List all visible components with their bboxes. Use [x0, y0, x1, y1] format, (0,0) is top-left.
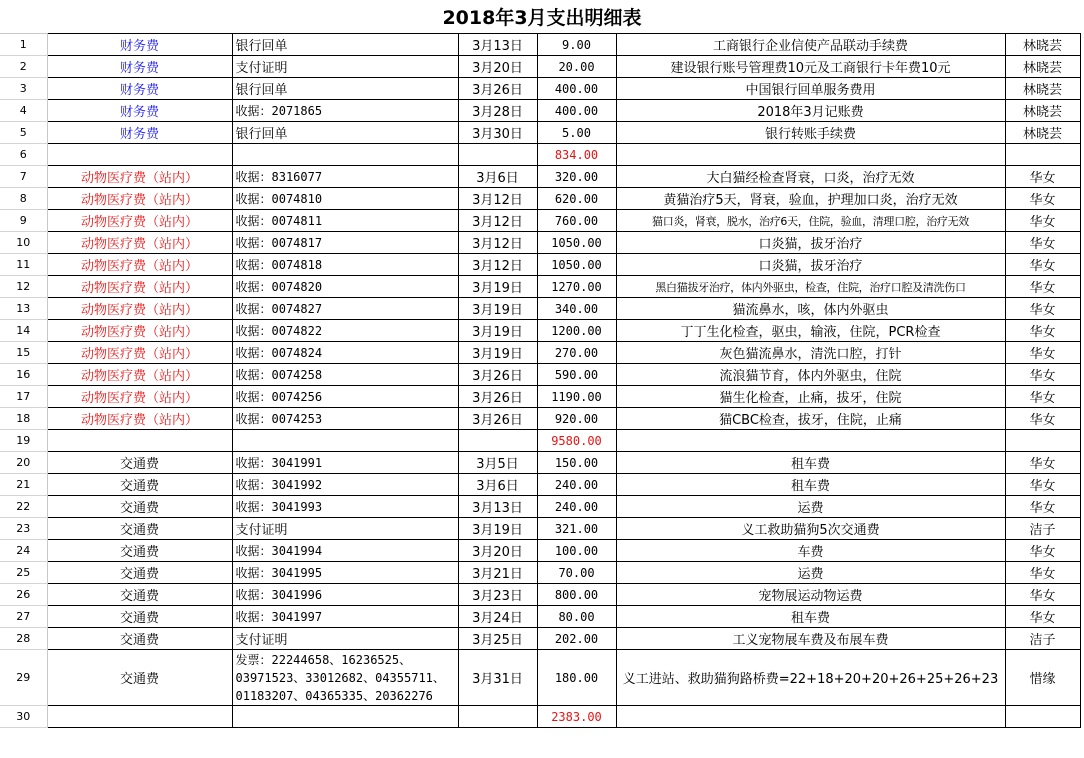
handler-cell[interactable]: 华女: [1005, 298, 1080, 320]
category-cell[interactable]: 动物医疗费（站内）: [47, 166, 232, 188]
description-cell[interactable]: 租车费: [616, 606, 1005, 628]
amount-cell[interactable]: 1050.00: [537, 254, 616, 276]
amount-cell[interactable]: 1270.00: [537, 276, 616, 298]
handler-cell[interactable]: 华女: [1005, 232, 1080, 254]
description-cell[interactable]: 宠物展运动物运费: [616, 584, 1005, 606]
document-cell[interactable]: 收据：8316077: [232, 166, 458, 188]
table-row: [0, 100, 1080, 122]
handler-cell[interactable]: 林晓芸: [1005, 34, 1080, 56]
description-cell[interactable]: 猫CBC检查，拔牙，住院，止痛: [616, 408, 1005, 430]
row-number: 18: [0, 408, 47, 430]
document-cell[interactable]: 收据：0074811: [232, 210, 458, 232]
row-number: 21: [0, 474, 47, 496]
description-cell[interactable]: 租车费: [616, 474, 1005, 496]
handler-cell[interactable]: 华女: [1005, 452, 1080, 474]
row-number: 25: [0, 562, 47, 584]
table-row: [0, 232, 1080, 254]
date-cell[interactable]: 3月19日: [458, 342, 537, 364]
handler-cell[interactable]: 华女: [1005, 386, 1080, 408]
handler-cell[interactable]: 林晓芸: [1005, 100, 1080, 122]
handler-cell[interactable]: 惜缘: [1005, 650, 1080, 706]
description-cell[interactable]: 猫口炎，肾衰，脱水，治疗6天，住院，验血，清理口腔，治疗无效: [616, 210, 1005, 232]
amount-cell[interactable]: 920.00: [537, 408, 616, 430]
category-cell[interactable]: 动物医疗费（站内）: [47, 320, 232, 342]
handler-cell[interactable]: 林晓芸: [1005, 56, 1080, 78]
document-cell[interactable]: 收据：3041997: [232, 606, 458, 628]
document-cell[interactable]: 收据：3041996: [232, 584, 458, 606]
description-cell[interactable]: 口炎猫，拔牙治疗: [616, 254, 1005, 276]
table-row: [0, 562, 1080, 584]
description-cell[interactable]: 丁丁生化检查，驱虫，输液，住院，PCR检查: [616, 320, 1005, 342]
table-row: [0, 78, 1080, 100]
date-cell[interactable]: 3月19日: [458, 298, 537, 320]
handler-cell[interactable]: 华女: [1005, 364, 1080, 386]
handler-cell[interactable]: 华女: [1005, 562, 1080, 584]
date-cell[interactable]: 3月6日: [458, 166, 537, 188]
handler-cell[interactable]: [1005, 706, 1080, 728]
amount-cell[interactable]: 70.00: [537, 562, 616, 584]
category-cell[interactable]: 动物医疗费（站内）: [47, 364, 232, 386]
description-cell[interactable]: 义工进站、救助猫狗路桥费=22+18+20+20+26+25+26+23: [616, 650, 1005, 706]
document-cell[interactable]: 银行回单: [232, 34, 458, 56]
document-cell[interactable]: 收据：0074827: [232, 298, 458, 320]
document-cell[interactable]: [232, 430, 458, 452]
description-cell[interactable]: 猫流鼻水，咳，体内外驱虫: [616, 298, 1005, 320]
table-row: [0, 452, 1080, 474]
handler-cell[interactable]: [1005, 430, 1080, 452]
table-row: [0, 166, 1080, 188]
row-number: 8: [0, 188, 47, 210]
table-row: [0, 122, 1080, 144]
document-cell[interactable]: 收据：0074824: [232, 342, 458, 364]
date-cell[interactable]: 3月12日: [458, 188, 537, 210]
amount-cell[interactable]: 270.00: [537, 342, 616, 364]
document-cell[interactable]: 收据：0074818: [232, 254, 458, 276]
document-cell[interactable]: 收据：3041991: [232, 452, 458, 474]
row-number: 1: [0, 34, 47, 56]
document-cell[interactable]: 收据：3041995: [232, 562, 458, 584]
handler-cell[interactable]: 华女: [1005, 496, 1080, 518]
amount-cell[interactable]: 590.00: [537, 364, 616, 386]
amount-cell[interactable]: 100.00: [537, 540, 616, 562]
row-number: 9: [0, 210, 47, 232]
table-row: [0, 540, 1080, 562]
row-number: 12: [0, 276, 47, 298]
amount-cell[interactable]: 202.00: [537, 628, 616, 650]
date-cell[interactable]: 3月13日: [458, 34, 537, 56]
date-cell[interactable]: [458, 706, 537, 728]
category-cell[interactable]: 动物医疗费（站内）: [47, 232, 232, 254]
document-cell[interactable]: 支付证明: [232, 628, 458, 650]
document-cell[interactable]: 收据：0074820: [232, 276, 458, 298]
description-cell[interactable]: 运费: [616, 496, 1005, 518]
date-cell[interactable]: 3月28日: [458, 100, 537, 122]
date-cell[interactable]: 3月20日: [458, 540, 537, 562]
category-cell[interactable]: 动物医疗费（站内）: [47, 408, 232, 430]
date-cell[interactable]: 3月5日: [458, 452, 537, 474]
table-row: [0, 188, 1080, 210]
category-cell[interactable]: 动物医疗费（站内）: [47, 254, 232, 276]
date-cell[interactable]: 3月24日: [458, 606, 537, 628]
date-cell[interactable]: 3月20日: [458, 56, 537, 78]
row-number: 28: [0, 628, 47, 650]
document-cell[interactable]: 收据：2071865: [232, 100, 458, 122]
handler-cell[interactable]: 华女: [1005, 166, 1080, 188]
document-cell[interactable]: 发票：22244658、16236525、03971523、33012682、04355711、01183207、04365335、20362276: [232, 650, 458, 706]
row-number: 2: [0, 56, 47, 78]
category-cell[interactable]: 动物医疗费（站内）: [47, 276, 232, 298]
description-cell[interactable]: 流浪猫节育，体内外驱虫，住院: [616, 364, 1005, 386]
row-number: 15: [0, 342, 47, 364]
document-cell[interactable]: [232, 144, 458, 166]
category-cell[interactable]: [47, 144, 232, 166]
table-row: [0, 56, 1080, 78]
document-cell[interactable]: 支付证明: [232, 56, 458, 78]
date-cell[interactable]: 3月31日: [458, 650, 537, 706]
expense-table: [0, 33, 1081, 728]
category-cell[interactable]: 交通费: [47, 518, 232, 540]
handler-cell[interactable]: 华女: [1005, 210, 1080, 232]
amount-cell[interactable]: 800.00: [537, 584, 616, 606]
table-row: [0, 254, 1080, 276]
description-cell[interactable]: 租车费: [616, 452, 1005, 474]
amount-cell[interactable]: 9.00: [537, 34, 616, 56]
row-number: 20: [0, 452, 47, 474]
row-number: 30: [0, 706, 47, 728]
date-cell[interactable]: 3月26日: [458, 78, 537, 100]
handler-cell[interactable]: 华女: [1005, 188, 1080, 210]
table-row: [0, 408, 1080, 430]
table-row: [0, 34, 1080, 56]
category-cell[interactable]: 交通费: [47, 452, 232, 474]
table-row: [0, 628, 1080, 650]
amount-cell[interactable]: 321.00: [537, 518, 616, 540]
description-cell[interactable]: [616, 706, 1005, 728]
date-cell[interactable]: 3月30日: [458, 122, 537, 144]
description-cell[interactable]: 建设银行账号管理费10元及工商银行卡年费10元: [616, 56, 1005, 78]
handler-cell[interactable]: 华女: [1005, 342, 1080, 364]
document-cell[interactable]: 收据：0074258: [232, 364, 458, 386]
amount-cell[interactable]: 1190.00: [537, 386, 616, 408]
description-cell[interactable]: 黄猫治疗5天，肾衰，验血，护理加口炎，治疗无效: [616, 188, 1005, 210]
amount-cell[interactable]: 760.00: [537, 210, 616, 232]
table-row: [0, 386, 1080, 408]
date-cell[interactable]: 3月19日: [458, 276, 537, 298]
table-row: [0, 210, 1080, 232]
description-cell[interactable]: 口炎猫，拔牙治疗: [616, 232, 1005, 254]
category-cell[interactable]: 交通费: [47, 540, 232, 562]
amount-cell[interactable]: 400.00: [537, 100, 616, 122]
category-cell[interactable]: [47, 430, 232, 452]
sheet-title[interactable]: 2018年3月支出明细表: [442, 7, 642, 29]
category-cell[interactable]: 交通费: [47, 606, 232, 628]
table-row: [0, 474, 1080, 496]
category-cell[interactable]: [47, 706, 232, 728]
date-cell[interactable]: 3月12日: [458, 232, 537, 254]
description-cell[interactable]: 工义宠物展车费及布展车费: [616, 628, 1005, 650]
table-row: [0, 342, 1080, 364]
row-number: 6: [0, 144, 47, 166]
date-cell[interactable]: 3月26日: [458, 364, 537, 386]
handler-cell[interactable]: 华女: [1005, 254, 1080, 276]
amount-cell[interactable]: 150.00: [537, 452, 616, 474]
document-cell[interactable]: [232, 706, 458, 728]
row-number: 27: [0, 606, 47, 628]
document-cell[interactable]: 收据：0074256: [232, 386, 458, 408]
row-number: 29: [0, 650, 47, 706]
row-number: 10: [0, 232, 47, 254]
subtotal-row: [0, 706, 1080, 728]
handler-cell[interactable]: 洁子: [1005, 628, 1080, 650]
handler-cell[interactable]: 华女: [1005, 606, 1080, 628]
row-number: 13: [0, 298, 47, 320]
amount-cell[interactable]: 320.00: [537, 166, 616, 188]
category-cell[interactable]: 财务费: [47, 100, 232, 122]
category-cell[interactable]: 交通费: [47, 474, 232, 496]
table-row: [0, 606, 1080, 628]
description-cell[interactable]: 工商银行企业信使产品联动手续费: [616, 34, 1005, 56]
handler-cell[interactable]: 华女: [1005, 320, 1080, 342]
document-cell[interactable]: 收据：0074253: [232, 408, 458, 430]
category-cell[interactable]: 财务费: [47, 122, 232, 144]
date-cell[interactable]: 3月13日: [458, 496, 537, 518]
category-cell[interactable]: 动物医疗费（站内）: [47, 342, 232, 364]
document-cell[interactable]: 收据：3041992: [232, 474, 458, 496]
amount-cell[interactable]: 400.00: [537, 78, 616, 100]
document-cell[interactable]: 银行回单: [232, 78, 458, 100]
handler-cell[interactable]: 林晓芸: [1005, 78, 1080, 100]
document-cell[interactable]: 银行回单: [232, 122, 458, 144]
handler-cell[interactable]: 华女: [1005, 408, 1080, 430]
date-cell[interactable]: [458, 430, 537, 452]
row-number: 11: [0, 254, 47, 276]
handler-cell[interactable]: 华女: [1005, 540, 1080, 562]
category-cell[interactable]: 动物医疗费（站内）: [47, 386, 232, 408]
handler-cell[interactable]: 华女: [1005, 474, 1080, 496]
table-row: [0, 584, 1080, 606]
table-row: [0, 276, 1080, 298]
category-cell[interactable]: 财务费: [47, 34, 232, 56]
row-number: 26: [0, 584, 47, 606]
description-cell[interactable]: 义工救助猫狗5次交通费: [616, 518, 1005, 540]
date-cell[interactable]: 3月19日: [458, 320, 537, 342]
row-number: 4: [0, 100, 47, 122]
amount-cell[interactable]: 240.00: [537, 496, 616, 518]
handler-cell[interactable]: 林晓芸: [1005, 122, 1080, 144]
date-cell[interactable]: 3月26日: [458, 386, 537, 408]
description-cell[interactable]: 银行转账手续费: [616, 122, 1005, 144]
category-cell[interactable]: 财务费: [47, 78, 232, 100]
table-row: [0, 298, 1080, 320]
category-cell[interactable]: 动物医疗费（站内）: [47, 210, 232, 232]
row-number: 14: [0, 320, 47, 342]
row-number: 16: [0, 364, 47, 386]
handler-cell[interactable]: 华女: [1005, 276, 1080, 298]
table-row: [0, 496, 1080, 518]
date-cell[interactable]: 3月19日: [458, 518, 537, 540]
table-row: [0, 518, 1080, 540]
row-number: 24: [0, 540, 47, 562]
row-number: 17: [0, 386, 47, 408]
row-number: 7: [0, 166, 47, 188]
category-cell[interactable]: 交通费: [47, 650, 232, 706]
date-cell[interactable]: 3月6日: [458, 474, 537, 496]
amount-cell[interactable]: 80.00: [537, 606, 616, 628]
date-cell[interactable]: 3月26日: [458, 408, 537, 430]
document-cell[interactable]: 收据：0074817: [232, 232, 458, 254]
handler-cell[interactable]: 洁子: [1005, 518, 1080, 540]
document-cell[interactable]: 收据：3041994: [232, 540, 458, 562]
date-cell[interactable]: 3月23日: [458, 584, 537, 606]
subtotal-row: [0, 144, 1080, 166]
category-cell[interactable]: 财务费: [47, 56, 232, 78]
row-number: 23: [0, 518, 47, 540]
handler-cell[interactable]: 华女: [1005, 584, 1080, 606]
date-cell[interactable]: 3月21日: [458, 562, 537, 584]
amount-cell[interactable]: 240.00: [537, 474, 616, 496]
date-cell[interactable]: 3月12日: [458, 210, 537, 232]
date-cell[interactable]: 3月12日: [458, 254, 537, 276]
amount-cell[interactable]: 2383.00: [537, 706, 616, 728]
document-cell[interactable]: 收据：3041993: [232, 496, 458, 518]
table-row: [0, 320, 1080, 342]
category-cell[interactable]: 交通费: [47, 496, 232, 518]
row-number: 19: [0, 430, 47, 452]
category-cell[interactable]: 交通费: [47, 628, 232, 650]
amount-cell[interactable]: 9580.00: [537, 430, 616, 452]
row-number: 5: [0, 122, 47, 144]
handler-cell[interactable]: [1005, 144, 1080, 166]
description-cell[interactable]: 猫生化检查，止痛，拔牙，住院: [616, 386, 1005, 408]
description-cell[interactable]: [616, 144, 1005, 166]
amount-cell[interactable]: 180.00: [537, 650, 616, 706]
date-cell[interactable]: [458, 144, 537, 166]
row-number: 3: [0, 78, 47, 100]
amount-cell[interactable]: 1050.00: [537, 232, 616, 254]
date-cell[interactable]: 3月25日: [458, 628, 537, 650]
amount-cell[interactable]: 834.00: [537, 144, 616, 166]
description-cell[interactable]: 大白猫经检查肾衰，口炎，治疗无效: [616, 166, 1005, 188]
amount-cell[interactable]: 20.00: [537, 56, 616, 78]
description-cell[interactable]: 运费: [616, 562, 1005, 584]
description-cell[interactable]: [616, 430, 1005, 452]
amount-cell[interactable]: 1200.00: [537, 320, 616, 342]
row-number: 22: [0, 496, 47, 518]
description-cell[interactable]: 中国银行回单服务费用: [616, 78, 1005, 100]
description-cell[interactable]: 灰色猫流鼻水，清洗口腔，打针: [616, 342, 1005, 364]
amount-cell[interactable]: 340.00: [537, 298, 616, 320]
category-cell[interactable]: 交通费: [47, 562, 232, 584]
category-cell[interactable]: 动物医疗费（站内）: [47, 298, 232, 320]
document-cell[interactable]: 收据：0074810: [232, 188, 458, 210]
document-cell[interactable]: 支付证明: [232, 518, 458, 540]
category-cell[interactable]: 交通费: [47, 584, 232, 606]
subtotal-row: [0, 430, 1080, 452]
table-row: [0, 364, 1080, 386]
amount-cell[interactable]: 5.00: [537, 122, 616, 144]
table-row: [0, 650, 1080, 706]
category-cell[interactable]: 动物医疗费（站内）: [47, 188, 232, 210]
description-cell[interactable]: 车费: [616, 540, 1005, 562]
description-cell[interactable]: 黑白猫拔牙治疗，体内外驱虫，检查，住院，治疗口腔及清洗伤口: [616, 276, 1005, 298]
document-cell[interactable]: 收据：0074822: [232, 320, 458, 342]
description-cell[interactable]: 2018年3月记账费: [616, 100, 1005, 122]
amount-cell[interactable]: 620.00: [537, 188, 616, 210]
